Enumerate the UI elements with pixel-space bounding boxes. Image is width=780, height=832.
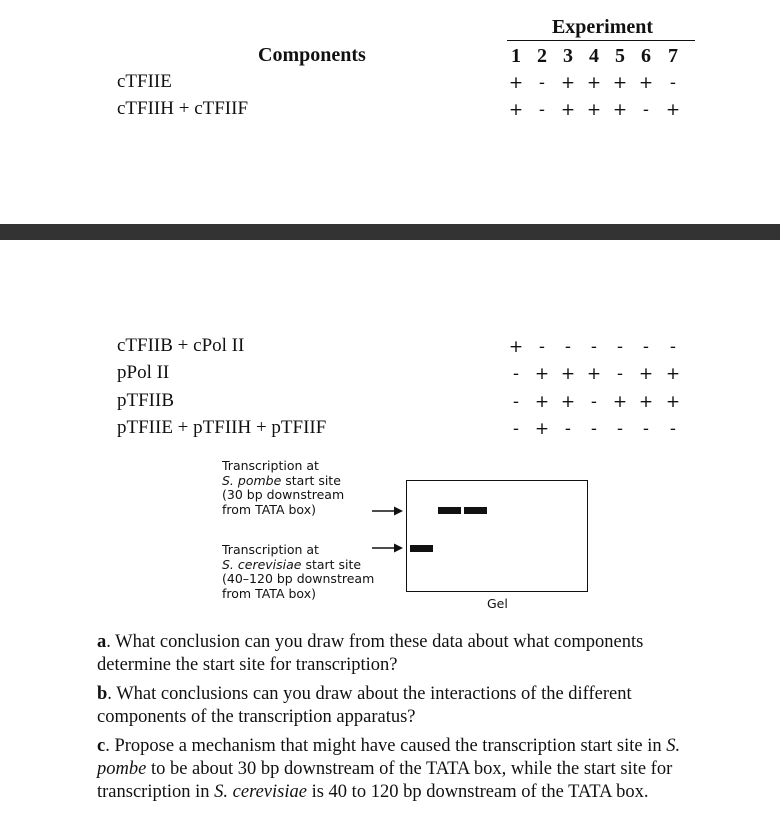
label-pombe-start-site (222, 459, 344, 517)
component-row-label: pTFIIB (117, 390, 174, 411)
experiment-rule (507, 40, 695, 41)
component-sign: - (590, 419, 598, 439)
component-sign: + (586, 364, 602, 384)
label-cerevisiae-line3: (40–120 bp downstream (222, 571, 375, 586)
question-c-part2: to be about 30 bp downstream of the TATA box, while the start site for transcription in (97, 759, 673, 802)
gel-band-cerevisiae-lane-1 (410, 545, 433, 552)
component-sign: - (512, 392, 520, 412)
component-sign: + (508, 100, 524, 120)
component-sign: + (560, 392, 576, 412)
label-pombe-line1: Transcription at (222, 458, 319, 473)
question-a-text: . What conclusion can you draw from these data about what components determine the start site for transcription? (97, 632, 644, 675)
component-sign: + (586, 100, 602, 120)
gel-band-pombe-lane-2 (438, 507, 461, 514)
label-pombe-species: S. pombe (222, 472, 282, 488)
component-sign: + (665, 100, 681, 120)
arrow-cerevisiae-icon (372, 544, 403, 553)
gel-band-pombe-lane-3 (464, 507, 487, 514)
question-a-letter: a (97, 632, 107, 652)
component-sign: - (669, 73, 677, 93)
component-sign: - (642, 337, 650, 357)
component-sign: + (534, 392, 550, 412)
component-sign: - (590, 337, 598, 357)
gel-box (406, 480, 588, 592)
label-pombe-line3: (30 bp downstream (222, 487, 345, 502)
lane-number-1: 1 (511, 45, 521, 67)
component-sign: - (564, 419, 572, 439)
component-sign: - (669, 419, 677, 439)
component-row-label: cTFIIH + cTFIIF (117, 98, 249, 119)
component-sign: - (538, 73, 546, 93)
component-sign: - (538, 337, 546, 357)
component-row-label: pPol II (117, 362, 170, 383)
lane-number-3: 3 (563, 45, 573, 67)
component-sign: + (638, 73, 654, 93)
question-c-part1: . Propose a mechanism that might have caused the transcription start site in (105, 736, 667, 756)
gel-caption: Gel (487, 596, 508, 611)
component-sign: + (534, 364, 550, 384)
component-sign: - (564, 337, 572, 357)
component-sign: + (612, 100, 628, 120)
label-cerevisiae-start-site (222, 543, 374, 601)
components-header: Components (258, 44, 366, 66)
component-sign: - (512, 419, 520, 439)
question-b (97, 683, 717, 729)
experiment-title: Experiment (551, 16, 654, 38)
component-row-label: pTFIIE + pTFIIH + pTFIIF (117, 417, 327, 438)
component-sign: - (590, 392, 598, 412)
question-b-text: . What conclusions can you draw about the interactions of the different components of the transcription apparatus? (97, 684, 632, 727)
component-sign: + (508, 73, 524, 93)
lane-number-2: 2 (537, 45, 547, 67)
component-sign: + (560, 73, 576, 93)
lane-number-4: 4 (589, 45, 599, 67)
component-sign: + (665, 364, 681, 384)
component-sign: - (616, 419, 624, 439)
lane-number-7: 7 (668, 45, 678, 67)
component-sign: - (538, 100, 546, 120)
question-b-letter: b (97, 684, 108, 704)
component-sign: - (616, 364, 624, 384)
component-sign: - (616, 337, 624, 357)
gel-arrows (370, 500, 406, 560)
component-row-label: cTFIIB + cPol II (117, 335, 245, 356)
component-sign: + (638, 364, 654, 384)
label-cerevisiae-line1: Transcription at (222, 542, 319, 557)
question-c-species1: S. pombe (97, 736, 681, 779)
component-row-label: cTFIIE (117, 71, 172, 92)
component-sign: - (669, 337, 677, 357)
component-sign: + (560, 364, 576, 384)
question-c (97, 735, 717, 804)
component-sign: + (612, 392, 628, 412)
component-sign: + (560, 100, 576, 120)
component-sign: + (665, 392, 681, 412)
component-sign: + (508, 337, 524, 357)
label-pombe-line2: start site (281, 472, 341, 488)
component-sign: + (612, 73, 628, 93)
label-pombe-line4: from TATA box) (222, 501, 316, 517)
component-sign: - (642, 419, 650, 439)
lane-number-6: 6 (641, 45, 651, 67)
component-sign: - (512, 364, 520, 384)
label-cerevisiae-species: S. cerevisiae (222, 556, 302, 572)
component-sign: + (534, 419, 550, 439)
question-c-species2: S. cerevisiae (214, 782, 307, 802)
lane-number-5: 5 (615, 45, 625, 67)
arrow-pombe-icon (372, 507, 403, 516)
question-c-letter: c (97, 736, 106, 756)
question-a (97, 631, 717, 677)
question-c-part3: is 40 to 120 bp downstream of the TATA box. (306, 782, 649, 802)
component-sign: + (638, 392, 654, 412)
component-sign: - (642, 100, 650, 120)
label-cerevisiae-line2: start site (301, 556, 362, 572)
label-cerevisiae-line4: from TATA box) (222, 585, 316, 601)
section-divider (0, 224, 780, 240)
component-sign: + (586, 73, 602, 93)
